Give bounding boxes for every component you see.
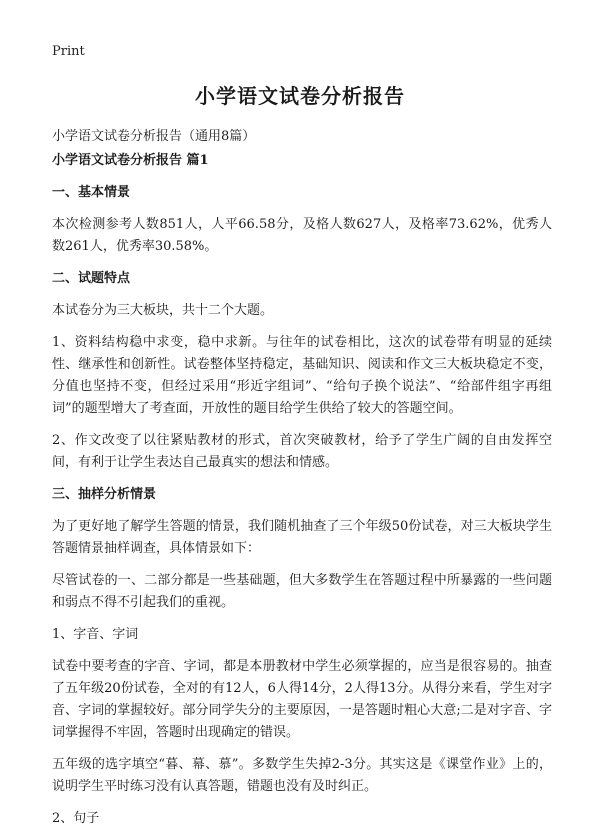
page-title: 小学语文试卷分析报告 <box>195 84 405 108</box>
paragraph: 1、字音、字词 <box>52 627 139 642</box>
document-subtitle: 小学语文试卷分析报告（通用8篇） <box>52 129 256 144</box>
section-heading: 三、抽样分析情景 <box>52 487 157 502</box>
article-body <box>52 150 552 840</box>
paragraph: 2、句子 <box>52 811 100 826</box>
section-heading: 一、基本情景 <box>52 185 131 200</box>
paragraph: 本试卷分为三大板块，共十二个大题。 <box>52 303 274 318</box>
paragraph: 尽管试卷的一、二部分都是一些基础题，但大多数学生在答题过程中所暴露的一些问题和弱点不得不引起我们的重视。 <box>52 573 552 610</box>
paragraph: 五年级的选字填空“暮、幕、慕”。多数学生失掉2-3分。其实这是《课堂作业》上的，说明学生平时练习没有认真答题，错题也没有及时纠正。 <box>52 757 552 794</box>
print-link[interactable]: Print <box>52 44 85 59</box>
paragraph: 2、作文改变了以往紧贴教材的形式，首次突破教材，给予了学生广阔的自由发挥空间，有利于让学生表达自己最真实的想法和情感。 <box>52 433 552 470</box>
section-heading: 二、试题特点 <box>52 271 131 286</box>
paragraph: 试卷中要考查的字音、字词，都是本册教材中学生必须掌握的，应当是很容易的。抽查了五年级20份试卷，全对的有12人，6人得14分，2人得13分。从得分来看，学生对字音、字词的掌握较好。部分同学失分的主要原因，一是答题时粗心大意;二是对字音、字词掌握得不牢固，答题时出现确定的错误。 <box>52 659 552 740</box>
paragraph: 1、资料结构稳中求变，稳中求新。与往年的试卷相比，这次的试卷带有明显的延续性、继承性和创新性。试卷整体坚持稳定，基础知识、阅读和作文三大板块稳定不变，分值也坚持不变，但经过采用“形近字组词”、“给句子换个说法”、“给部件组字再组词”的题型增大了考查面，开放性的题目给学生供给了较大的答题空间。 <box>52 335 552 416</box>
paragraph: 为了更好地了解学生答题的情景，我们随机抽查了三个年级50份试卷，对三大板块学生答题情景抽样调查，具体情景如下： <box>52 519 552 556</box>
paragraph: 本次检测参考人数851人，人平66.58分，及格人数627人，及格率73.62%，优秀人数261人，优秀率30.58%。 <box>52 217 552 254</box>
article-heading: 小学语文试卷分析报告 篇1 <box>52 153 209 168</box>
